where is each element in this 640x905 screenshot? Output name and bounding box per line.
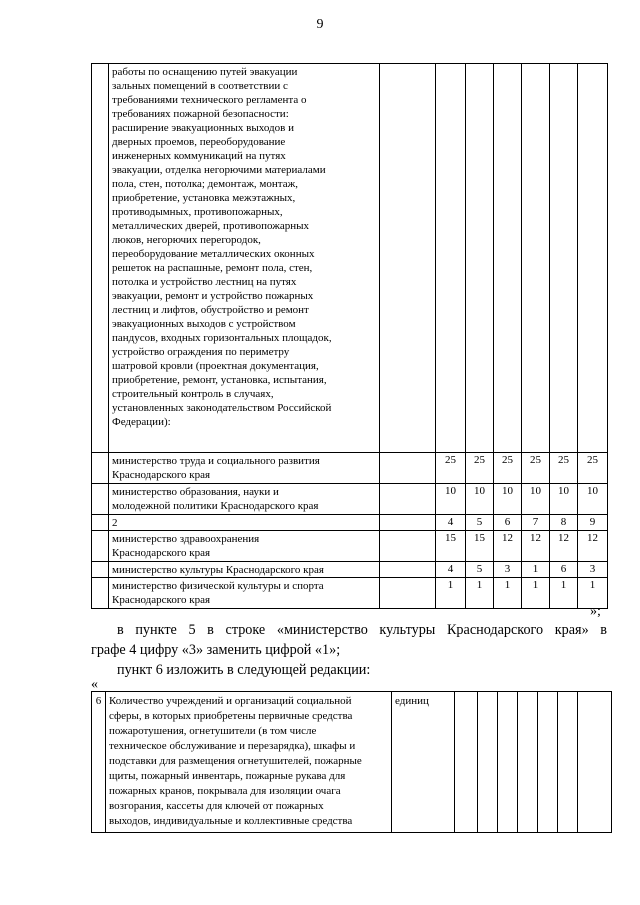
value-cell: 5 <box>466 562 494 578</box>
value-cell: 4 <box>436 562 466 578</box>
value-cell: 7 <box>522 515 550 531</box>
item-index: 6 <box>92 692 106 833</box>
value-cell <box>455 692 478 833</box>
value-cell: 1 <box>466 578 494 609</box>
value-cell <box>538 692 558 833</box>
unit-cell <box>380 453 436 484</box>
desc-line: противодымных, противопожарных, <box>112 206 283 218</box>
table-row <box>92 562 608 578</box>
index-cell <box>92 578 109 609</box>
desc-line: пандусов, входных горизонтальных площадок, <box>112 332 332 344</box>
value-cell: 8 <box>550 515 578 531</box>
page-number: 9 <box>316 17 324 32</box>
table-row <box>92 64 608 453</box>
index-cell <box>92 484 109 515</box>
desc-line: потолка и устройство лестниц на путях <box>112 276 297 288</box>
desc-line: сферы, в которых приобретены первичные средства <box>109 710 353 722</box>
desc-line: подставки для размещения огнетушителей, пожарные <box>109 755 362 767</box>
value-cell: 10 <box>522 484 550 515</box>
target-values-table <box>91 63 608 609</box>
value-cell: 10 <box>550 484 578 515</box>
value-cell <box>494 64 522 453</box>
org-name: министерство физической культуры и спорта Краснодарского края <box>109 578 380 609</box>
desc-line: люков, негорючих перегородок, <box>112 234 261 246</box>
org-name: министерство труда и социального развития Краснодарского края <box>109 453 380 484</box>
org-name: министерство культуры Краснодарского края <box>109 562 380 578</box>
value-cell: 3 <box>494 562 522 578</box>
desc-line: приобретение, ремонт, установка, испытания, <box>112 374 327 386</box>
table-row <box>92 531 608 562</box>
value-cell: 15 <box>466 531 494 562</box>
desc-line: эвакуации, отделка негорючими материалами <box>112 164 326 176</box>
desc-line: требованиях пожарной безопасности: <box>112 108 289 120</box>
value-cell <box>436 64 466 453</box>
value-cell: 25 <box>522 453 550 484</box>
table-row <box>92 515 608 531</box>
desc-line: пола, стен, потолка; демонтаж, монтаж, <box>112 178 298 190</box>
value-cell <box>558 692 578 833</box>
value-cell: 5 <box>466 515 494 531</box>
desc-line: переоборудование металлических оконных <box>112 248 315 260</box>
value-cell: 10 <box>436 484 466 515</box>
desc-line: зальных помещений в соответствии с <box>112 80 288 92</box>
value-cell: 1 <box>494 578 522 609</box>
value-cell <box>578 692 612 833</box>
desc-line: щиты, пожарный инвентарь, пожарные рукава для <box>109 770 346 782</box>
desc-line: решеток на распашные, ремонт пола, стен, <box>112 262 313 274</box>
desc-line: приобретение, установка межэтажных, <box>112 192 296 204</box>
value-cell: 10 <box>466 484 494 515</box>
unit-cell <box>380 64 436 453</box>
unit-cell <box>380 515 436 531</box>
desc-line: эвакуации, ремонт и устройство пожарных <box>112 290 314 302</box>
org-name: министерство образования, науки и молодежной политики Краснодарского края <box>109 484 380 515</box>
index-cell <box>92 562 109 578</box>
item-description <box>106 692 392 833</box>
unit-cell <box>380 484 436 515</box>
value-cell: 3 <box>578 562 608 578</box>
value-cell <box>498 692 518 833</box>
desc-line: возгорания, кассеты для ключей от пожарных <box>109 800 324 812</box>
value-cell: 1 <box>436 578 466 609</box>
desc-line: выходов, индивидуальные и коллективные средства <box>109 815 353 827</box>
value-cell: 12 <box>494 531 522 562</box>
value-cell <box>466 64 494 453</box>
table-row <box>92 692 612 833</box>
desc-line: шатровой кровли (проектная документация, <box>112 360 319 372</box>
org-name: министерство здравоохранения Краснодарского края <box>109 531 380 562</box>
index-cell <box>92 515 109 531</box>
unit-cell <box>380 531 436 562</box>
value-cell: 1 <box>550 578 578 609</box>
value-cell: 9 <box>578 515 608 531</box>
desc-line: расширение эвакуационных выходов и <box>112 122 294 134</box>
value-cell <box>578 64 608 453</box>
desc-line: пожарных кранов, покрывала для изоляции очага <box>109 785 341 797</box>
amendment-paragraph: пункт 6 изложить в следующей редакции: <box>117 662 371 678</box>
index-cell <box>92 531 109 562</box>
value-cell: 1 <box>522 562 550 578</box>
desc-line: пожаротушения, огнетушители (в том числе <box>109 725 317 737</box>
value-cell: 25 <box>436 453 466 484</box>
value-cell: 12 <box>550 531 578 562</box>
table-row <box>92 484 608 515</box>
table-row <box>92 578 608 609</box>
value-cell: 10 <box>494 484 522 515</box>
desc-line: устройство ограждения по периметру <box>112 346 290 358</box>
value-cell: 25 <box>550 453 578 484</box>
opening-quote: « <box>91 677 98 692</box>
value-cell: 6 <box>550 562 578 578</box>
desc-line: эвакуационных выходов с устройством <box>112 318 296 330</box>
closing-quote: »; <box>590 604 601 619</box>
evacuation-works-description <box>109 64 380 453</box>
desc-line: Количество учреждений и организаций социальной <box>109 695 352 707</box>
desc-line: работы по оснащению путей эвакуации <box>112 66 298 78</box>
desc-line: Федерации): <box>112 416 171 428</box>
value-cell: 12 <box>578 531 608 562</box>
value-cell: 1 <box>578 578 608 609</box>
value-cell: 25 <box>466 453 494 484</box>
desc-line: металлических дверей, противопожарных <box>112 220 309 232</box>
table-row <box>92 453 608 484</box>
amendment-paragraph: в пункте 5 в строке «министерство культуры Краснодарского края» в <box>117 622 607 638</box>
value-cell: 4 <box>436 515 466 531</box>
desc-line: лестниц и лифтов, обустройство и ремонт <box>112 304 309 316</box>
index-cell <box>92 64 109 453</box>
value-cell: 10 <box>578 484 608 515</box>
desc-line: установленных законодательством Российской <box>112 402 332 414</box>
desc-line: инженерных коммуникаций на путях <box>112 150 286 162</box>
value-cell <box>550 64 578 453</box>
value-cell: 25 <box>494 453 522 484</box>
column-number: 2 <box>109 515 380 531</box>
desc-line: дверных проемов, переоборудование <box>112 136 286 148</box>
amendment-paragraph-cont: графе 4 цифру «3» заменить цифрой «1»; <box>91 642 341 658</box>
desc-line: требованиями технического регламента о <box>112 94 307 106</box>
value-cell <box>522 64 550 453</box>
desc-line: техническое обслуживание и перезарядка), шкафы и <box>109 740 356 752</box>
value-cell: 15 <box>436 531 466 562</box>
value-cell: 1 <box>522 578 550 609</box>
value-cell <box>478 692 498 833</box>
item-6-table <box>91 691 612 833</box>
unit-cell: единиц <box>392 692 455 833</box>
index-cell <box>92 453 109 484</box>
desc-line: строительный контроль в случаях, <box>112 388 274 400</box>
value-cell <box>518 692 538 833</box>
value-cell: 12 <box>522 531 550 562</box>
unit-cell <box>380 578 436 609</box>
value-cell: 25 <box>578 453 608 484</box>
value-cell: 6 <box>494 515 522 531</box>
unit-cell <box>380 562 436 578</box>
